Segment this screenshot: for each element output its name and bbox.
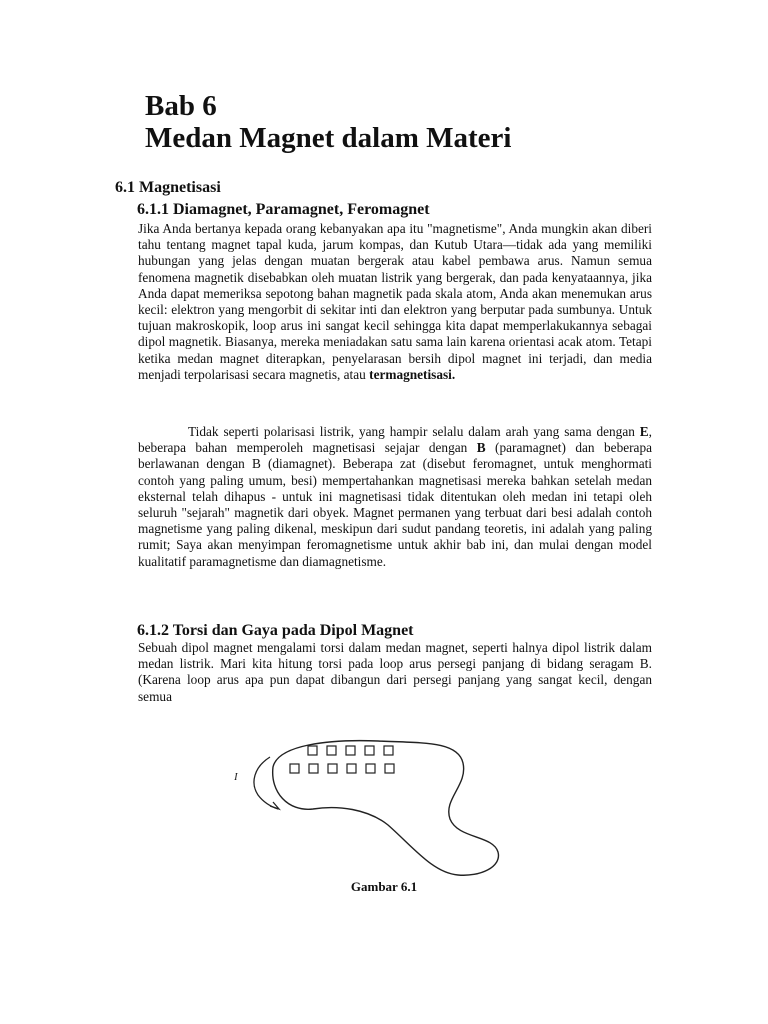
small-loop — [346, 746, 355, 755]
figure-diagram — [218, 727, 530, 879]
small-loop — [385, 764, 394, 773]
small-loop — [366, 764, 375, 773]
paragraph-text: (paramagnet) dan beberapa berlawanan dengan B (diamagnet). Beberapa zat (disebut feromagnet, untuk menghormati contoh yang paling umum, besi) mempertahankan magnetisasi mereka bahkan setelah medan eksternal telah dihapus - untuk ini magnetisasi tidak ditentukan oleh medan ini tetapi oleh seluruh "sejarah" magnetik dari obyek. Magnet permanen yang terbuat dari besi adalah contoh magnetisme yang paling dikenal, meskipun dari sudut pandang teoretis, ini adalah yang paling rumit; Saya akan menyimpan feromagnetisme untuk akhir bab ini, dan mulai dengan model kualitatif paramagnetisme dan diamagnetisme. — [138, 440, 652, 569]
paragraph-torsi — [138, 640, 652, 705]
paragraph-text: Sebuah dipol magnet mengalami torsi dalam medan magnet, seperti halnya dipol listrik dalam medan listrik. Mari kita hitung torsi pada loop arus persegi panjang di bidang seragam B. (Karena loop arus apa pun dapat dibangun dari persegi panjang yang sangat kecil, dengan semua — [138, 640, 652, 704]
small-loop — [365, 746, 374, 755]
material-outline — [273, 741, 499, 876]
bold-term: termagnetisasi. — [369, 366, 456, 382]
paragraph-polarisasi — [138, 424, 652, 570]
small-loop — [308, 746, 317, 755]
bold-symbol-e: E — [639, 424, 649, 439]
subsection-heading-torsi: 6.1.2 Torsi dan Gaya pada Dipol Magnet — [137, 622, 414, 639]
paragraph-magnetisme-intro — [138, 221, 652, 383]
small-loop — [327, 746, 336, 755]
small-loop — [328, 764, 337, 773]
paragraph-text: , beberapa bahan memperoleh magnetisasi sejajar dengan — [138, 424, 652, 456]
bold-symbol-b: B — [476, 440, 486, 456]
chapter-number: Bab 6 — [145, 90, 217, 122]
small-loop — [290, 764, 299, 773]
section-heading-magnetisasi: 6.1 Magnetisasi — [115, 179, 221, 196]
current-label: I — [234, 771, 238, 783]
subsection-heading-diamagnet: 6.1.1 Diamagnet, Paramagnet, Feromagnet — [137, 201, 430, 218]
paragraph-text: Jika Anda bertanya kepada orang kebanyakan apa itu "magnetisme", Anda mungkin akan diberi tahu tentang magnet tapal kuda, jarum kompas, dan Kutub Utara—tidak ada yang memiliki hubungan yang jelas dengan muatan bergerak atau kabel pembawa arus. Namun semua fenomena magnetik disebabkan oleh muatan listrik yang bergerak, dan pada kenyataannya, jika Anda dapat memeriksa sepotong bahan magnetik pada skala atom, Anda akan menemukan arus kecil: elektron yang mengorbit di sekitar inti dan elektron yang berputar pada sumbunya. Untuk tujuan makroskopik, loop arus ini sangat kecil sehingga kita dapat memperlakukannya sebagai dipol magnetik. Biasanya, mereka meniadakan satu sama lain karena orientasi acak atom. Tetapi ketika medan magnet diterapkan, penyelarasan bersih dipol magnet ini terjadi, dan media menjadi terpolarisasi secara magnetis, atau — [138, 221, 652, 382]
figure-current-loops — [218, 727, 530, 879]
chapter-title: Medan Magnet dalam Materi — [145, 122, 512, 154]
loop-row-bottom — [290, 764, 394, 773]
paragraph-text: Tidak seperti polarisasi listrik, yang hampir selalu dalam arah yang sama dengan — [188, 424, 640, 439]
loop-row-top — [308, 746, 393, 755]
small-loop — [384, 746, 393, 755]
small-loop — [309, 764, 318, 773]
figure-caption: Gambar 6.1 — [350, 879, 418, 894]
small-loop — [347, 764, 356, 773]
